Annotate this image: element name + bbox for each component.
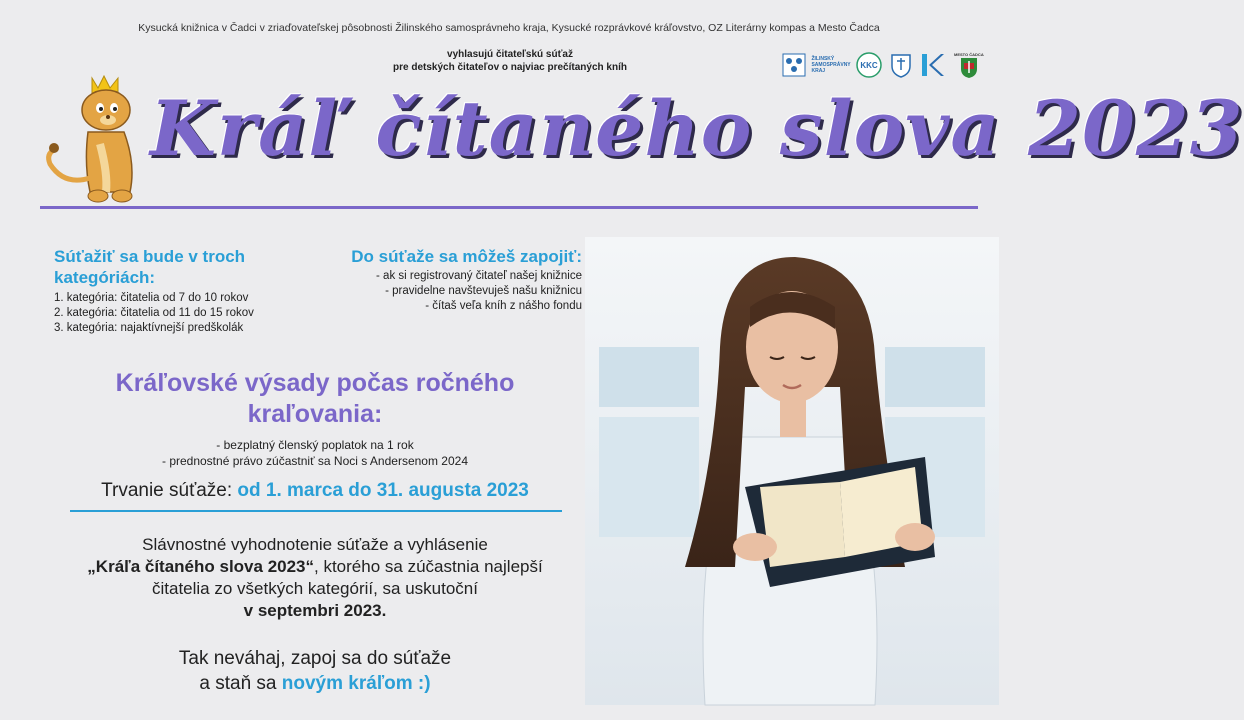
privileges-heading-line-1: Kráľovské výsady počas ročného [115, 369, 515, 397]
privilege-item: - bezplatný členský poplatok na 1 rok [216, 438, 414, 452]
evaluation-line-2-rest: , ktorého sa zúčastnia najlepší [314, 557, 543, 576]
kkc-logo-icon [856, 52, 882, 78]
cta-line-1: Tak neváhaj, zapoj sa do súťaže [178, 648, 452, 669]
duration-label: Trvanie súťaže: [101, 480, 233, 501]
privileges-list [60, 437, 570, 469]
evaluation-date: v septembri 2023. [243, 601, 387, 620]
organizers-line: Kysucká knižnica v Čadci v zriaďovateľskej pôsobnosti Žilinského samosprávneho kraja, Kysucké rozprávkové kráľovstvo, OZ Literárny kompas a Mesto Čadca [138, 22, 880, 34]
mesto-cadca-label: MESTO ČADCA [954, 51, 984, 57]
evaluation-line-3: čitatelia zo všetkých kategórií, sa uskutoční [152, 579, 478, 598]
duration [60, 480, 570, 502]
privileges-heading-line-2: kraľovania: [247, 400, 383, 428]
join-list [300, 269, 582, 314]
kkc-logo-label: KKC [860, 61, 878, 70]
partner-logos [782, 50, 996, 80]
mesto-crest-icon [960, 57, 978, 79]
cta-prefix: a staň sa [199, 673, 277, 694]
categories-list [54, 291, 314, 336]
join-item: - pravidelne navštevuješ našu knižnicu [385, 285, 582, 297]
join-item: - ak si registrovaný čitateľ našej knižnice [376, 270, 582, 282]
mesto-cadca-logo [954, 52, 984, 78]
main-title: Kráľ čítaného slova 2023 [150, 84, 1244, 173]
join-item: - čítaš veľa kníh z nášho fondu [425, 300, 582, 312]
shield-logo-icon [890, 52, 912, 78]
duration-divider [70, 510, 562, 512]
evaluation-line-2 [60, 556, 570, 578]
evaluation-line-4 [60, 600, 570, 622]
evaluation-text [60, 534, 570, 622]
evaluation-line-1: Slávnostné vyhodnotenie súťaže a vyhlásenie [142, 535, 488, 554]
announce-line-1: vyhlasujú čitateľskú súťaž [447, 49, 573, 60]
cta-highlight: novým kráľom :) [281, 673, 431, 694]
cta-line-2 [60, 671, 570, 696]
category-item: 1. kategória: čitatelia od 7 do 10 rokov [54, 292, 249, 304]
category-item: 2. kategória: čitatelia od 11 do 15 rokov [54, 307, 254, 319]
girl-reading-book-icon [585, 237, 999, 705]
lion-king-icon [44, 74, 150, 208]
privileges-heading [60, 368, 570, 430]
privilege-item: - prednostné právo zúčastniť sa Noci s Andersenom 2024 [161, 454, 468, 468]
category-item: 3. kategória: najaktívnejší predškolák [54, 322, 244, 334]
join-heading: Do súťaže sa môžeš zapojiť: [351, 247, 582, 266]
evaluation-title: „Kráľa čítaného slova 2023“ [87, 557, 315, 576]
announce-line-2: pre detských čitateľov o najviac prečítaných kníh [393, 62, 627, 73]
zsk-logo-icon [782, 52, 806, 78]
title-divider [40, 206, 978, 209]
announcement [300, 48, 720, 74]
zsk-logo-text: ŽILINSKÝ SAMOSPRÁVNY KRAJ [811, 56, 851, 74]
categories-heading: Súťažiť sa bude v troch kategóriách: [54, 247, 246, 287]
girl-reading-photo [585, 237, 999, 705]
call-to-action [60, 646, 570, 696]
k-logo-icon [920, 52, 946, 78]
duration-value: od 1. marca do 31. augusta 2023 [237, 480, 529, 501]
